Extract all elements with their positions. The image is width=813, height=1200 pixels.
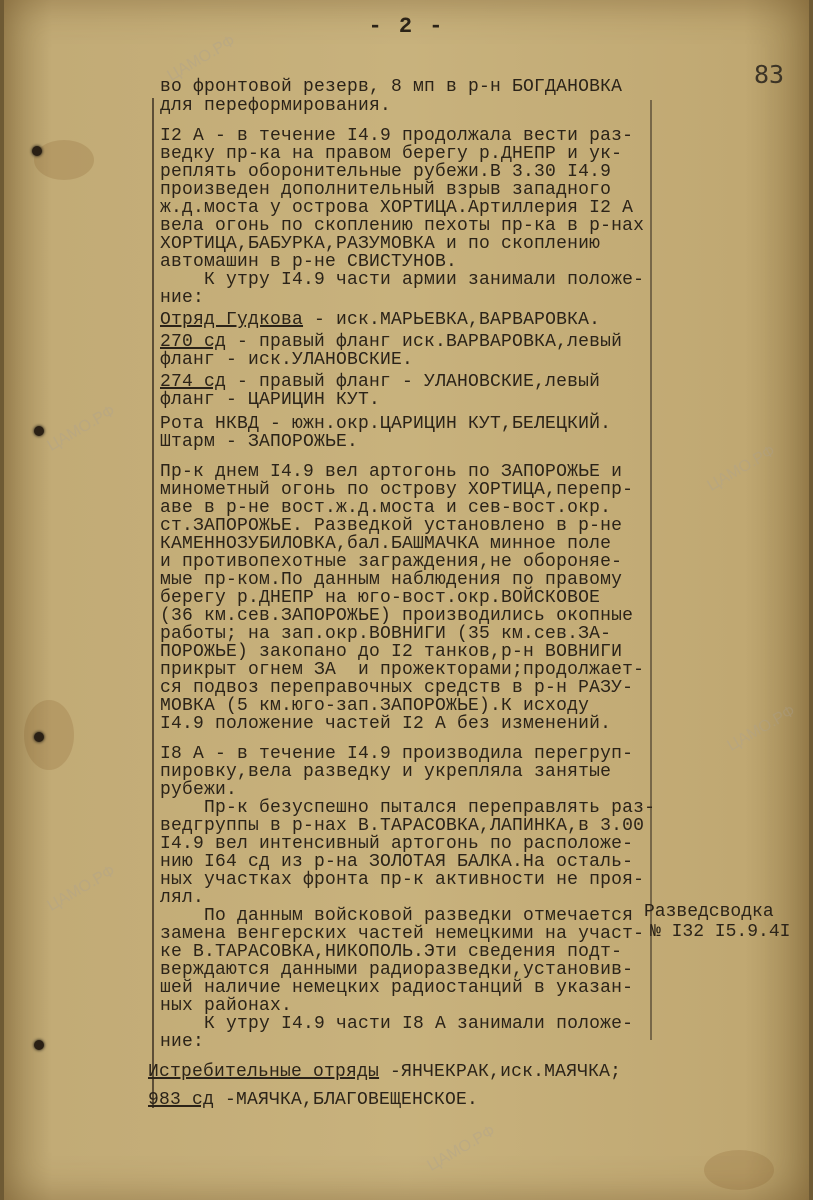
text-line <box>148 1091 478 1109</box>
text-line: ние: <box>160 288 205 308</box>
stain <box>704 1150 774 1190</box>
punch-hole <box>34 1040 44 1050</box>
text-line: автомашин в р-не СВИСТУНОВ. <box>160 252 458 272</box>
text-line: I2 А - в течение I4.9 продолжала вести раз- <box>160 126 634 146</box>
text-line: ж.д.моста у острова ХОРТИЦА.Артиллерия I2 А <box>160 198 634 218</box>
text-line: ся подвоз переправочных средств в р-н РАЗУ- <box>160 678 634 698</box>
margin-rule <box>650 100 652 1040</box>
text-line: замена венгерских частей немецкими на участ- <box>160 924 645 944</box>
watermark: ЦАМО.РФ <box>724 702 799 755</box>
text-line: вела огонь по скоплению пехоты пр-ка в р-нах <box>160 216 645 236</box>
watermark: ЦАМО.РФ <box>424 1122 499 1175</box>
text-line: I4.9 положение частей I2 А без изменений. <box>160 714 612 734</box>
text-line: минометный огонь по острову ХОРТИЦА,перепр- <box>160 480 634 500</box>
text-line: ных районах. <box>160 996 293 1016</box>
text-line: работы; на зап.окр.ВОВНИГИ (35 км.сев.ЗА- <box>160 624 612 644</box>
text-line: берегу р.ДНЕПР на юго-вост.окр.ВОЙСКОВОЕ <box>160 588 601 608</box>
text-line: рубежи. <box>160 780 238 800</box>
text-line: ке В.ТАРАСОВКА,НИКОПОЛЬ.Эти сведения подт- <box>160 942 623 962</box>
unit-name: 274 сд <box>160 372 227 392</box>
document-page <box>4 0 809 1200</box>
text-line: и противопехотные заграждения,не обороняе- <box>160 552 623 572</box>
text-line: КАМЕННОЗУБИЛОВКА,бал.БАШМАЧКА минное поле <box>160 534 612 554</box>
text-line: шей наличие немецких радиостанций в указан- <box>160 978 634 998</box>
stain <box>34 140 94 180</box>
text-line: Пр-к безуспешно пытался переправлять раз- <box>160 798 656 818</box>
text-line: верждаются данными радиоразведки,установив- <box>160 960 634 980</box>
watermark: ЦАМО.РФ <box>44 402 119 455</box>
text-line: нию I64 сд из р-на ЗОЛОТАЯ БАЛКА.На осталь- <box>160 852 634 872</box>
text-line: для переформирования. <box>160 96 392 116</box>
text-line <box>160 311 600 329</box>
unit-name: Отряд Гудкова <box>160 310 304 330</box>
text-line: (36 км.сев.ЗАПОРОЖЬЕ) производились окопные <box>160 606 634 626</box>
unit-name: 270 сд <box>160 332 227 352</box>
text-span: - правый фланг - УЛАНОВСКИЕ,левый <box>226 372 601 392</box>
text-line: мые пр-ком.По данным наблюдения по правому <box>160 570 623 590</box>
text-line: ХОРТИЦА,БАБУРКА,РАЗУМОВКА и по скоплению <box>160 234 601 254</box>
margin-rule <box>152 98 154 1108</box>
watermark: ЦАМО.РФ <box>164 32 239 85</box>
text-line: I8 А - в течение I4.9 производила перегруп- <box>160 744 634 764</box>
page-number: - 2 - <box>368 14 445 39</box>
punch-hole <box>32 146 42 156</box>
text-line: По данным войсковой разведки отмечается <box>160 906 634 926</box>
punch-hole <box>34 732 44 742</box>
text-line: прикрыт огнем ЗА и прожекторами;продолжает- <box>160 660 645 680</box>
text-line: К утру I4.9 части армии занимали положе- <box>160 270 645 290</box>
text-line: ных участках фронта пр-к активности не проя- <box>160 870 645 890</box>
text-line: фланг - иск.УЛАНОВСКИЕ. <box>160 350 414 370</box>
text-span: -ЯНЧЕКРАК,иск.МАЯЧКА; <box>379 1062 622 1082</box>
unit-name: Истребительные отряды <box>148 1062 380 1082</box>
text-line: Пр-к днем I4.9 вел артогонь по ЗАПОРОЖЬЕ и <box>160 462 623 482</box>
text-line: фланг - ЦАРИЦИН КУТ. <box>160 390 381 410</box>
text-line: лял. <box>160 888 205 908</box>
text-span: - иск.МАРЬЕВКА,ВАРВАРОВКА. <box>303 310 601 330</box>
text-line: Рота НКВД - южн.окр.ЦАРИЦИН КУТ,БЕЛЕЦКИЙ. <box>160 414 612 434</box>
unit-name: 983 сд <box>148 1090 215 1110</box>
text-line: ст.ЗАПОРОЖЬЕ. Разведкой установлено в р-не <box>160 516 623 536</box>
text-line: пировку,вела разведку и укрепляла занятые <box>160 762 612 782</box>
watermark: ЦАМО.РФ <box>704 442 779 495</box>
text-line <box>148 1063 621 1081</box>
text-line <box>160 373 600 391</box>
punch-hole <box>34 426 44 436</box>
text-span: - правый фланг иск.ВАРВАРОВКА,левый <box>226 332 623 352</box>
side-note-number: № I32 I5.9.4I <box>650 922 791 942</box>
text-line: I4.9 вел интенсивный артогонь по расположе- <box>160 834 634 854</box>
text-line: аве в р-не вост.ж.д.моста и сев-вост.окр. <box>160 498 612 518</box>
archive-page-number: 83 <box>754 60 785 89</box>
text-line: К утру I4.9 части I8 А занимали положе- <box>160 1014 634 1034</box>
stain <box>24 700 74 770</box>
text-line: во фронтовой резерв, 8 мп в р-н БОГДАНОВКА <box>160 77 623 97</box>
text-line: реплять оборонительные рубежи.В 3.30 I4.9 <box>160 162 612 182</box>
text-line <box>160 333 622 351</box>
text-line: произведен дополнительный взрыв западного <box>160 180 612 200</box>
text-line: ведгруппы в р-нах В.ТАРАСОВКА,ЛАПИНКА,в 3.00 <box>160 816 645 836</box>
watermark: ЦАМО.РФ <box>44 862 119 915</box>
text-line: ведку пр-ка на правом берегу р.ДНЕПР и ук- <box>160 144 623 164</box>
text-line: ПОРОЖЬЕ) закопано до I2 танков,р-н ВОВНИГИ <box>160 642 623 662</box>
text-line: МОВКА (5 км.юго-зап.ЗАПОРОЖЬЕ).К исходу <box>160 696 590 716</box>
text-line: Штарм - ЗАПОРОЖЬЕ. <box>160 432 359 452</box>
text-span: -МАЯЧКА,БЛАГОВЕЩЕНСКОЕ. <box>214 1090 479 1110</box>
side-note-title: Разведсводка <box>644 902 774 922</box>
text-line: ние: <box>160 1032 205 1052</box>
